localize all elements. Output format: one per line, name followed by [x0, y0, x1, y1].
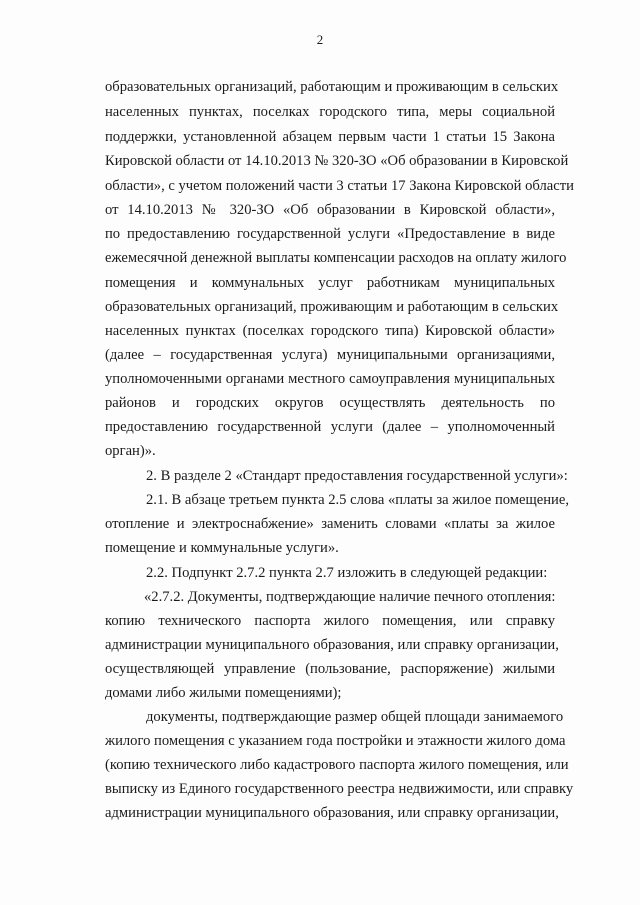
- text-line: помещение и коммунальные услуги».: [105, 540, 339, 556]
- text-line: образовательных организаций, проживающим и работающим в сельских: [105, 299, 559, 315]
- text-line: ежемесячной денежной выплаты компенсации расходов на оплату жилого: [105, 250, 567, 266]
- text-line: по предоставлению государственной услуги «Предоставление в виде: [105, 226, 555, 242]
- text-line: домами либо жилыми помещениями);: [105, 685, 342, 701]
- text-line: поддержки, установленной абзацем первым части 1 статьи 15 Закона: [105, 129, 555, 145]
- text-line: осуществляющей управление (пользование, распоряжение) жилыми: [105, 661, 555, 677]
- text-line: предоставлению государственной услуги (далее – уполномоченный: [105, 419, 555, 435]
- page-number: 2: [316, 32, 324, 47]
- text-line: жилого помещения с указанием года постройки и этажности жилого дома: [105, 733, 566, 749]
- text-line: населенных пунктах, поселках городского типа, меры социальной: [105, 104, 555, 120]
- text-line: образовательных организаций, работающим и проживающим в сельских: [105, 79, 559, 95]
- text-line: (далее – государственная услуга) муниципальными организациями,: [105, 347, 555, 363]
- text-line: отопление и электроснабжение» заменить словами «платы за жилое: [105, 516, 555, 532]
- text-line: населенных пунктах (поселках городского типа) Кировской области»: [105, 323, 555, 339]
- text-line: 2.1. В абзаце третьем пункта 2.5 слова «платы за жилое помещение,: [146, 492, 569, 508]
- text-line: уполномоченными органами местного самоуправления муниципальных: [105, 371, 555, 387]
- text-line: от 14.10.2013 № 320-ЗО «Об образовании в Кировской области»,: [105, 202, 555, 218]
- text-line: помещения и коммунальных услуг работникам муниципальных: [105, 275, 555, 291]
- text-line: выписку из Единого государственного реестра недвижимости, или справку: [105, 781, 574, 797]
- text-line: «2.7.2. Документы, подтверждающие наличие печного отопления:: [144, 589, 556, 605]
- text-line: орган)».: [105, 443, 156, 459]
- text-line: копию технического паспорта жилого помещения, или справку: [105, 613, 555, 629]
- section-heading: 2. В разделе 2 «Стандарт предоставления государственной услуги»:: [146, 468, 568, 484]
- text-line: районов и городских округов осуществлять деятельность по: [105, 395, 555, 411]
- text-line: администрации муниципального образования, или справку организации,: [105, 637, 559, 653]
- text-line: Кировской области от 14.10.2013 № 320-ЗО «Об образовании в Кировской: [105, 153, 569, 169]
- text-line: области», с учетом положений части 3 статьи 17 Закона Кировской области: [105, 178, 574, 194]
- text-line: документы, подтверждающие размер общей площади занимаемого: [146, 709, 564, 725]
- text-line: (копию технического либо кадастрового паспорта жилого помещения, или: [105, 757, 569, 773]
- text-line: 2.2. Подпункт 2.7.2 пункта 2.7 изложить в следующей редакции:: [146, 565, 548, 581]
- text-line: администрации муниципального образования, или справку организации,: [105, 805, 559, 821]
